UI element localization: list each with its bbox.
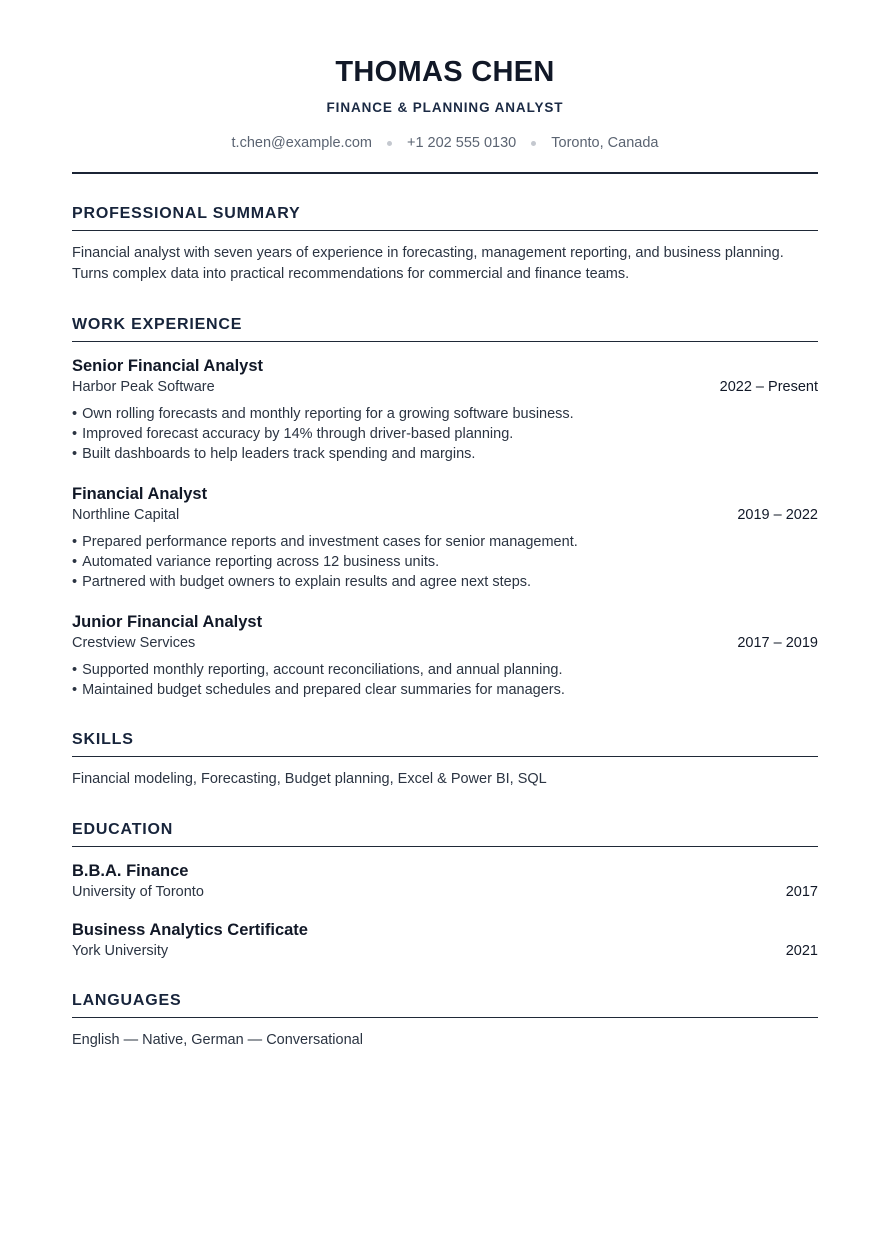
- job-bullet: • Automated variance reporting across 12 business units.: [72, 552, 818, 572]
- job-entry: [72, 612, 818, 700]
- section-heading: SKILLS: [72, 730, 818, 757]
- header-divider: [72, 172, 818, 174]
- summary-text: Financial analyst with seven years of experience in forecasting, management reporting, and business planning. Turns complex data into practical recommendations for commercial and finance teams.: [72, 245, 784, 282]
- education-meta-row: [72, 883, 818, 902]
- candidate-title: FINANCE & PLANNING ANALYST: [326, 100, 564, 115]
- separator-dot: [531, 141, 536, 146]
- education-degree: Business Analytics Certificate: [72, 921, 308, 939]
- job-dates: 2022 – Present: [719, 379, 818, 395]
- job-bullets: [72, 404, 818, 464]
- job-meta-row: [72, 506, 818, 525]
- job-dates: 2017 – 2019: [737, 635, 818, 651]
- candidate-name: THOMAS CHEN: [335, 56, 555, 88]
- contact-email: t.chen@example.com: [231, 135, 372, 151]
- job-bullet: • Own rolling forecasts and monthly reporting for a growing software business.: [72, 404, 818, 424]
- job-bullet: • Built dashboards to help leaders track spending and margins.: [72, 444, 818, 464]
- skills-text: Financial modeling, Forecasting, Budget planning, Excel & Power BI, SQL: [72, 771, 547, 787]
- job-title: Junior Financial Analyst: [72, 613, 263, 631]
- job-bullets: [72, 660, 818, 700]
- job-bullets: [72, 532, 818, 592]
- education-meta-row: [72, 942, 818, 961]
- job-company: Crestview Services: [72, 635, 196, 651]
- job-bullet: • Maintained budget schedules and prepared clear summaries for managers.: [72, 680, 818, 700]
- education-entry: [72, 861, 818, 902]
- summary-section: [72, 204, 818, 285]
- job-bullet: • Partnered with budget owners to explain results and agree next steps.: [72, 572, 818, 592]
- job-bullet: • Supported monthly reporting, account reconciliations, and annual planning.: [72, 660, 818, 680]
- job-title: Financial Analyst: [72, 485, 208, 503]
- section-heading: PROFESSIONAL SUMMARY: [72, 204, 818, 231]
- job-entry: [72, 356, 818, 464]
- experience-section: [72, 315, 818, 700]
- skills-section: [72, 730, 818, 790]
- job-bullet: • Improved forecast accuracy by 14% through driver-based planning.: [72, 424, 818, 444]
- education-school: University of Toronto: [72, 884, 204, 900]
- section-heading: EDUCATION: [72, 820, 818, 847]
- job-company: Northline Capital: [72, 507, 180, 523]
- job-entry: [72, 484, 818, 592]
- education-school: York University: [72, 943, 169, 959]
- contact-line: [72, 134, 818, 152]
- resume-header: [72, 0, 818, 174]
- education-section: [72, 820, 818, 961]
- section-heading: WORK EXPERIENCE: [72, 315, 818, 342]
- languages-section: [72, 991, 818, 1051]
- education-year: 2021: [785, 943, 818, 959]
- job-bullet: • Prepared performance reports and investment cases for senior management.: [72, 532, 818, 552]
- education-degree: B.B.A. Finance: [72, 862, 189, 880]
- job-meta-row: [72, 378, 818, 397]
- job-meta-row: [72, 634, 818, 653]
- job-company: Harbor Peak Software: [72, 379, 215, 395]
- section-heading: LANGUAGES: [72, 991, 818, 1018]
- separator-dot: [387, 141, 392, 146]
- contact-phone: +1 202 555 0130: [406, 135, 517, 151]
- education-year: 2017: [785, 884, 818, 900]
- job-title: Senior Financial Analyst: [72, 357, 264, 375]
- job-dates: 2019 – 2022: [737, 507, 818, 523]
- education-entry: [72, 920, 818, 961]
- contact-location: Toronto, Canada: [551, 135, 659, 151]
- languages-text: English — Native, German — Conversational: [72, 1032, 363, 1048]
